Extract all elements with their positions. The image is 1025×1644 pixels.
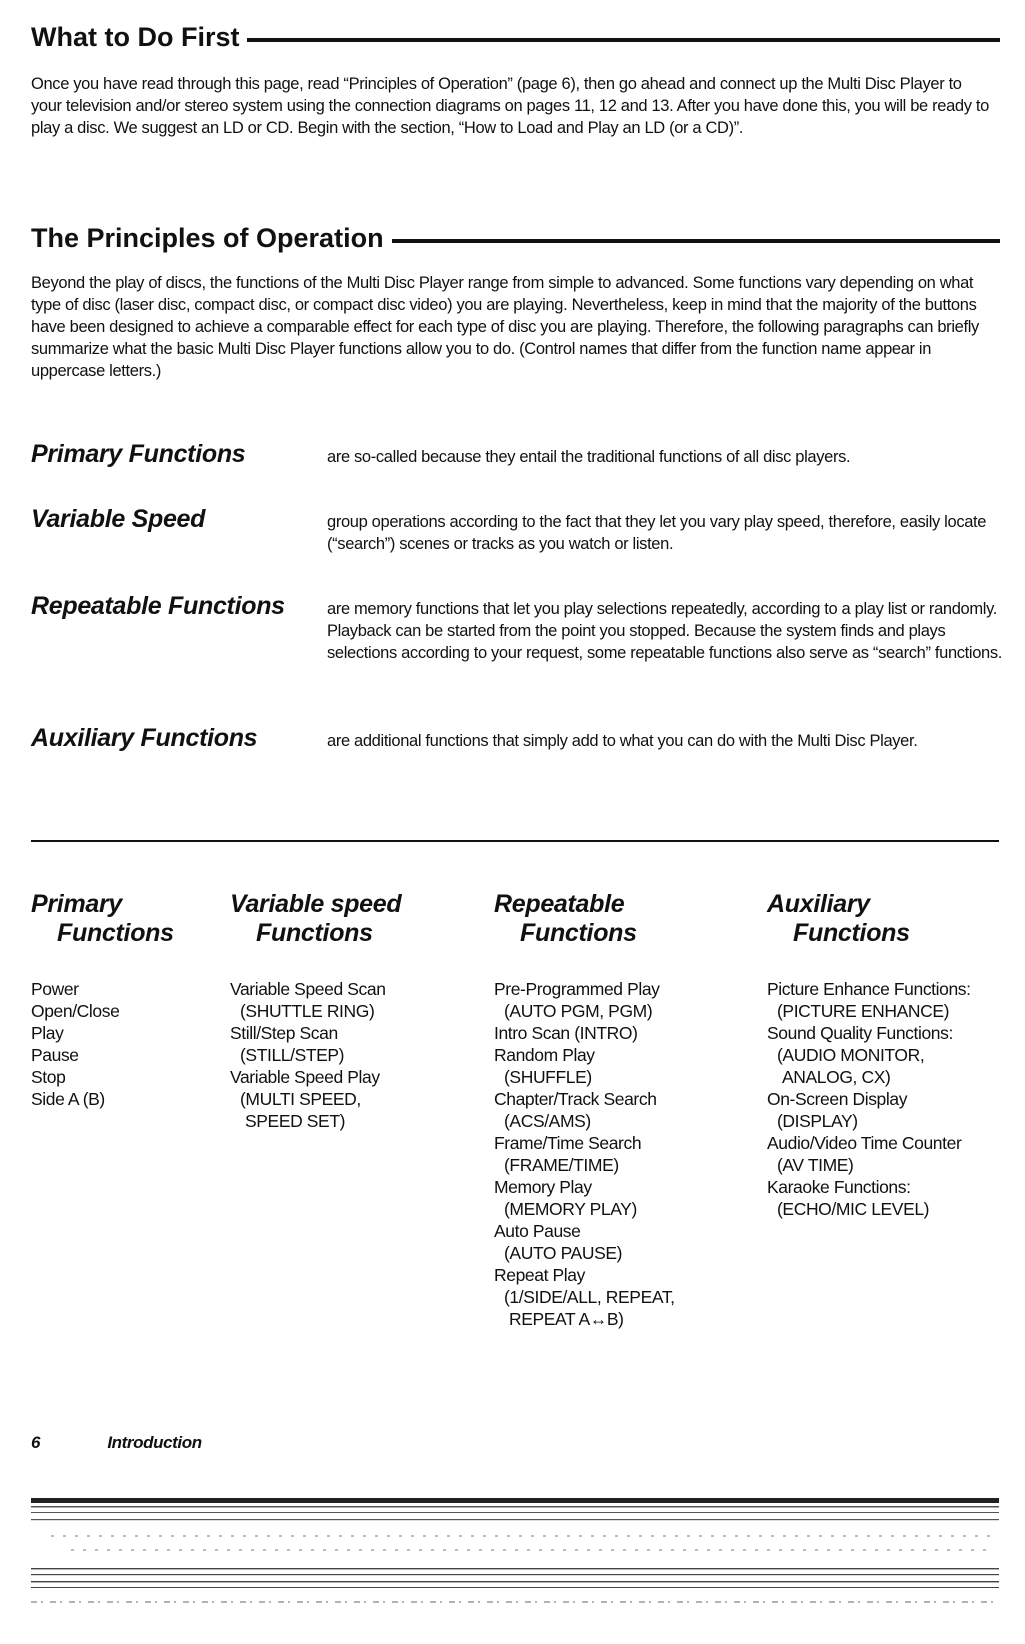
function-name: Repeat Play [494, 1265, 585, 1285]
function-name: Karaoke Functions: [767, 1177, 911, 1197]
column-primary [31, 890, 174, 1110]
control-name: (DISPLAY) [777, 1111, 858, 1131]
definition-term: Auxiliary Functions [31, 724, 258, 752]
control-name: SPEED SET) [245, 1111, 346, 1131]
section-divider [31, 840, 999, 842]
control-name: (MEMORY PLAY) [504, 1199, 637, 1219]
function-name: Auto Pause [494, 1221, 581, 1241]
function-name: Side A (B) [31, 1089, 105, 1109]
function-name: Memory Play [494, 1177, 592, 1197]
control-name: (STILL/STEP) [240, 1045, 345, 1065]
control-name: (FRAME/TIME) [504, 1155, 619, 1175]
function-item [494, 1220, 675, 1264]
function-name: Pause [31, 1045, 79, 1065]
function-list [31, 978, 174, 1110]
column-heading [494, 890, 675, 948]
column-heading [31, 890, 174, 948]
function-name: Random Play [494, 1045, 595, 1065]
page-number: 6 [31, 1433, 41, 1452]
definition-desc: are so-called because they entail the traditional functions of all disc players. [327, 448, 851, 466]
function-item [767, 978, 971, 1022]
principles-title: The Principles of Operation [31, 223, 384, 253]
function-name: Frame/Time Search [494, 1133, 642, 1153]
definition-term: Variable Speed [31, 505, 206, 533]
column-heading-line1: Auxiliary [767, 890, 870, 918]
function-name: Open/Close [31, 1001, 120, 1021]
what-to-do-first-heading [31, 22, 1000, 53]
footer-section: Introduction [107, 1433, 202, 1452]
column-heading [230, 890, 401, 948]
control-name: (AUTO PGM, PGM) [504, 1001, 653, 1021]
heading-rule [247, 38, 1000, 42]
control-name: (1/SIDE/ALL, REPEAT, [504, 1287, 675, 1307]
function-item [494, 1044, 675, 1088]
function-item [494, 1088, 675, 1132]
function-list [767, 978, 971, 1220]
column-heading-line2: Functions [256, 919, 373, 947]
control-name: REPEAT A↔B) [509, 1309, 624, 1329]
function-name: Picture Enhance Functions: [767, 979, 971, 999]
column-heading-line1: Repeatable [494, 890, 625, 918]
function-name: Stop [31, 1067, 66, 1087]
control-name: ANALOG, CX) [782, 1067, 891, 1087]
function-name: Variable Speed Play [230, 1067, 380, 1087]
function-name: Chapter/Track Search [494, 1089, 657, 1109]
function-item [767, 1176, 971, 1220]
column-heading-line1: Variable speed [230, 890, 402, 918]
what-to-do-first-body: Once you have read through this page, read “Principles of Operation” (page 6), then go ahead and connect up the Multi Disc Player to your television and/or stereo system using the connection diagrams on pages 11, 12 and 13. After you have done this, you will be ready to play a disc. We suggest an LD or CD. Begin with the section, “How to Load and Play an LD (or a CD)”. [31, 75, 989, 137]
control-name: (MULTI SPEED, [240, 1089, 361, 1109]
control-name: (AUDIO MONITOR, [777, 1045, 925, 1065]
function-list [494, 978, 675, 1330]
function-item [31, 1066, 174, 1088]
definition-term: Primary Functions [31, 440, 246, 468]
definition-term: Repeatable Functions [31, 592, 285, 620]
function-item [494, 1022, 675, 1044]
function-name: Audio/Video Time Counter [767, 1133, 962, 1153]
function-name: Still/Step Scan [230, 1023, 338, 1043]
function-name: Play [31, 1023, 64, 1043]
function-name: Sound Quality Functions: [767, 1023, 953, 1043]
function-item [767, 1022, 971, 1088]
function-item [767, 1132, 971, 1176]
function-item [494, 978, 675, 1022]
column-heading [767, 890, 971, 948]
column-heading-line2: Functions [520, 919, 637, 947]
function-item [31, 1088, 174, 1110]
function-item [230, 1066, 401, 1132]
function-item [494, 1176, 675, 1220]
column-variable-speed [230, 890, 401, 1132]
control-name: (SHUTTLE RING) [240, 1001, 375, 1021]
column-heading-line2: Functions [793, 919, 910, 947]
function-name: Power [31, 979, 79, 999]
definition-desc: are memory functions that let you play selections repeatedly, according to a play list or randomly. Playback can be started from the point you stopped. Because the system finds and plays selections according to your request, some repeatable functions also serve as “search” functions. [327, 600, 1003, 662]
function-item [31, 1022, 174, 1044]
control-name: (ACS/AMS) [504, 1111, 591, 1131]
scan-noise-artifact [31, 1498, 999, 1618]
function-item [494, 1132, 675, 1176]
function-list [230, 978, 401, 1132]
function-item [767, 1088, 971, 1132]
definition-desc: are additional functions that simply add to what you can do with the Multi Disc Player. [327, 732, 918, 750]
function-name: Intro Scan (INTRO) [494, 1023, 638, 1043]
function-name: On-Screen Display [767, 1089, 908, 1109]
control-name: (ECHO/MIC LEVEL) [777, 1199, 930, 1219]
control-name: (PICTURE ENHANCE) [777, 1001, 950, 1021]
column-repeatable [494, 890, 675, 1330]
column-heading-line1: Primary [31, 890, 123, 918]
column-heading-line2: Functions [57, 919, 174, 947]
function-item [230, 1022, 401, 1066]
principles-heading [31, 223, 1000, 254]
control-name: (AUTO PAUSE) [504, 1243, 623, 1263]
function-item [494, 1264, 675, 1330]
page-footer [31, 1433, 202, 1453]
function-item [31, 1044, 174, 1066]
column-auxiliary [767, 890, 971, 1220]
definition-desc: group operations according to the fact that they let you vary play speed, therefore, easily locate (“search”) scenes or tracks as you watch or listen. [327, 513, 987, 553]
principles-body: Beyond the play of discs, the functions of the Multi Disc Player range from simple to advanced. Some functions vary depending on what type of disc (laser disc, compact disc, or compact disc video) you are playing. Nevertheless, keep in mind that the majority of the buttons have been designed to achieve a comparable effect for each type of disc you are playing. Therefore, the following paragraphs can briefly summarize what the basic Multi Disc Player functions allow you to do. (Control names that differ from the function name appear in uppercase letters.) [31, 274, 979, 380]
function-item [230, 978, 401, 1022]
function-item [31, 1000, 174, 1022]
control-name: (AV TIME) [777, 1155, 854, 1175]
what-to-do-first-title: What to Do First [31, 22, 240, 52]
function-name: Pre-Programmed Play [494, 979, 660, 999]
function-name: Variable Speed Scan [230, 979, 386, 999]
heading-rule [392, 239, 1000, 243]
control-name: (SHUFFLE) [504, 1067, 592, 1087]
function-item [31, 978, 174, 1000]
